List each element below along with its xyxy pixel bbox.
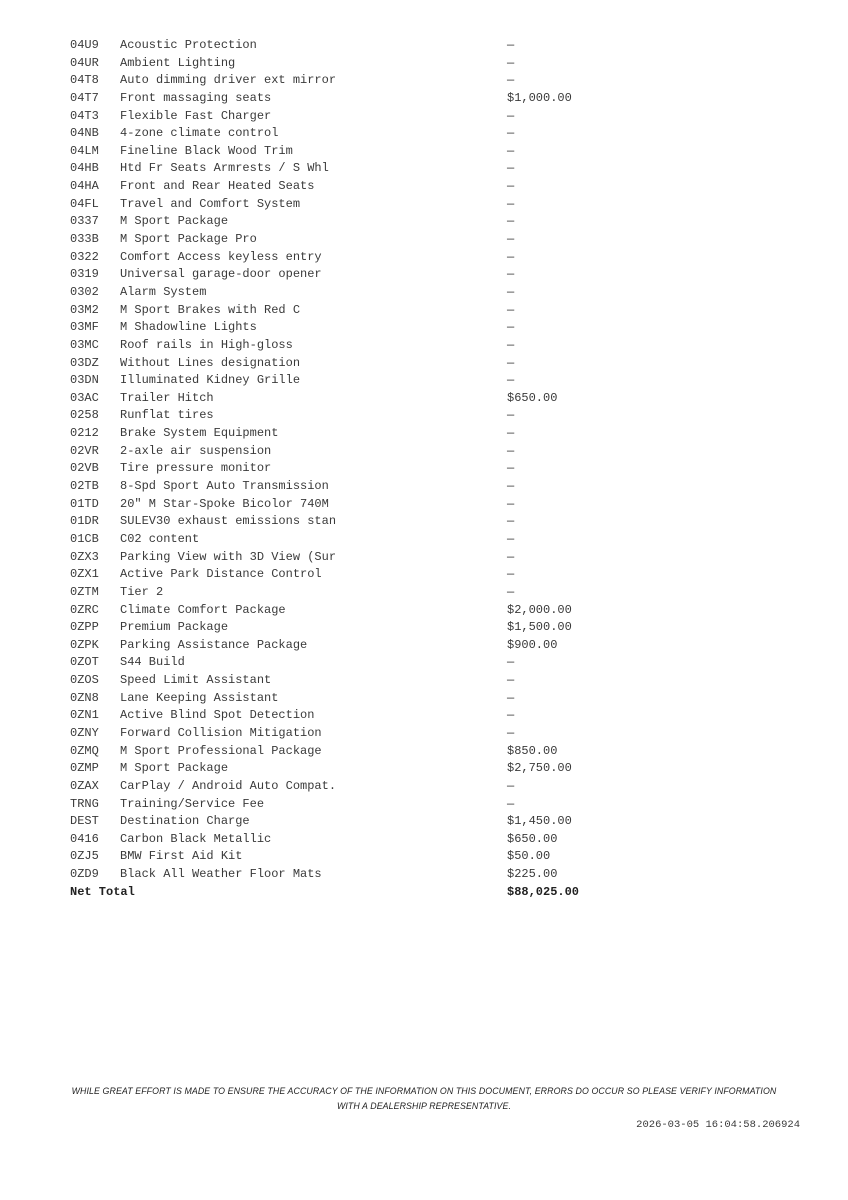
option-price: $1,500.00 [507, 620, 572, 635]
option-price: — [507, 690, 515, 705]
option-description: BMW First Aid Kit [120, 849, 243, 864]
table-row [70, 178, 810, 196]
option-description: M Sport Brakes with Red C [120, 302, 301, 317]
option-price: $900.00 [507, 637, 558, 652]
option-description: S44 Build [120, 655, 185, 670]
option-description: Runflat tires [120, 408, 214, 423]
option-description: Front and Rear Heated Seats [120, 179, 315, 194]
option-code: 01TD [70, 496, 99, 511]
table-row [70, 760, 810, 778]
option-price: — [507, 179, 515, 194]
option-price: — [507, 479, 515, 494]
option-description: Without Lines designation [120, 355, 301, 370]
option-price: — [507, 426, 515, 441]
option-description: Front massaging seats [120, 90, 272, 105]
option-price: — [507, 267, 515, 282]
option-code: 04NB [70, 126, 99, 141]
net-total-row [70, 884, 810, 902]
table-row [70, 460, 810, 478]
option-price: — [507, 531, 515, 546]
option-price: — [507, 584, 515, 599]
option-description: Brake System Equipment [120, 426, 279, 441]
table-row [70, 143, 810, 161]
option-code: 0ZJ5 [70, 849, 99, 864]
option-description: M Sport Package [120, 214, 229, 229]
option-code: 04U9 [70, 38, 99, 52]
option-price: $2,000.00 [507, 602, 572, 617]
option-price: — [507, 725, 515, 740]
option-price: — [507, 126, 515, 141]
option-code: 03AC [70, 390, 99, 405]
option-code: 03M2 [70, 302, 99, 317]
option-code: 0416 [70, 831, 99, 846]
option-price: $650.00 [507, 831, 558, 846]
options-block [70, 37, 810, 901]
option-description: M Sport Package Pro [120, 232, 257, 247]
option-code: 0258 [70, 408, 99, 423]
option-description: 8-Spd Sport Auto Transmission [120, 479, 329, 494]
table-row [70, 390, 810, 408]
table-row [70, 196, 810, 214]
option-price: — [507, 796, 515, 811]
table-row [70, 231, 810, 249]
option-description: Climate Comfort Package [120, 602, 286, 617]
option-description: Parking View with 3D View (Sur [120, 549, 337, 564]
option-code: 033B [70, 232, 99, 247]
option-description: Parking Assistance Package [120, 637, 308, 652]
option-code: 04UR [70, 55, 99, 70]
option-price: $1,450.00 [507, 814, 572, 829]
option-description: Alarm System [120, 284, 207, 299]
option-price: $650.00 [507, 390, 558, 405]
option-price: — [507, 673, 515, 688]
option-description: M Sport Professional Package [120, 743, 322, 758]
option-description: M Shadowline Lights [120, 320, 257, 335]
option-code: 0ZNY [70, 725, 99, 740]
option-price: — [507, 161, 515, 176]
option-description: 4-zone climate control [120, 126, 279, 141]
table-row [70, 302, 810, 320]
table-row [70, 637, 810, 655]
table-row [70, 549, 810, 567]
option-code: 0ZPK [70, 637, 99, 652]
options-list [70, 37, 810, 884]
option-description: Active Park Distance Control [120, 567, 322, 582]
table-row [70, 160, 810, 178]
option-description: Trailer Hitch [120, 390, 214, 405]
option-description: 2-axle air suspension [120, 443, 272, 458]
option-code: 0322 [70, 249, 99, 264]
option-price: — [507, 355, 515, 370]
option-code: 0ZAX [70, 778, 99, 793]
table-row [70, 796, 810, 814]
option-price: — [507, 232, 515, 247]
option-code: 0ZX1 [70, 567, 99, 582]
option-code: 02VR [70, 443, 99, 458]
table-row [70, 355, 810, 373]
option-description: Roof rails in High-gloss [120, 337, 293, 352]
net-total-label: Net Total [70, 884, 135, 899]
option-price: $50.00 [507, 849, 551, 864]
option-description: Forward Collision Mitigation [120, 725, 322, 740]
table-row [70, 566, 810, 584]
table-row [70, 108, 810, 126]
table-row [70, 848, 810, 866]
option-price: — [507, 549, 515, 564]
option-price: — [507, 443, 515, 458]
option-price: — [507, 108, 515, 123]
option-description: Illuminated Kidney Grille [120, 373, 301, 388]
option-price: — [507, 373, 515, 388]
option-code: 0ZOS [70, 673, 99, 688]
option-price: $850.00 [507, 743, 558, 758]
option-price: — [507, 778, 515, 793]
option-description: Premium Package [120, 620, 229, 635]
option-description: Tier 2 [120, 584, 164, 599]
table-row [70, 672, 810, 690]
table-row [70, 478, 810, 496]
option-price: — [507, 408, 515, 423]
option-description: Auto dimming driver ext mirror [120, 73, 337, 88]
option-price: — [507, 567, 515, 582]
option-code: 0ZN8 [70, 690, 99, 705]
table-row [70, 213, 810, 231]
option-price: — [507, 196, 515, 211]
option-price: $2,750.00 [507, 761, 572, 776]
option-price: — [507, 708, 515, 723]
table-row [70, 690, 810, 708]
option-description: Black All Weather Floor Mats [120, 867, 322, 882]
option-description: Carbon Black Metallic [120, 831, 272, 846]
footer-timestamp: 2026-03-05 16:04:58.206924 [636, 1119, 800, 1131]
table-row [70, 266, 810, 284]
option-description: Lane Keeping Assistant [120, 690, 279, 705]
table-row [70, 813, 810, 831]
option-code: 0ZMQ [70, 743, 99, 758]
option-description: C02 content [120, 531, 200, 546]
table-row [70, 531, 810, 549]
option-price: — [507, 496, 515, 511]
option-description: 20" M Star-Spoke Bicolor 740M [120, 496, 329, 511]
table-row [70, 619, 810, 637]
option-code: 0ZOT [70, 655, 99, 670]
table-row [70, 72, 810, 90]
option-code: 0ZX3 [70, 549, 99, 564]
table-row [70, 319, 810, 337]
option-code: 0ZRC [70, 602, 99, 617]
table-row [70, 425, 810, 443]
option-price: — [507, 302, 515, 317]
table-row [70, 249, 810, 267]
table-row [70, 55, 810, 73]
option-code: 01DR [70, 514, 99, 529]
table-row [70, 707, 810, 725]
option-code: 01CB [70, 531, 99, 546]
option-price: — [507, 337, 515, 352]
option-code: 04HB [70, 161, 99, 176]
option-price: — [507, 73, 515, 88]
option-description: Active Blind Spot Detection [120, 708, 315, 723]
option-price: $1,000.00 [507, 90, 572, 105]
option-code: 0319 [70, 267, 99, 282]
option-code: 0302 [70, 284, 99, 299]
footer-disclaimer: WHILE GREAT EFFORT IS MADE TO ENSURE THE ACCURACY OF THE INFORMATION ON THIS DOCUMENT, ERRORS DO OCCUR SO PLEASE VERIFY INFORMATION WITH A DEALERSHIP REPRESENTATIVE. [71, 1086, 777, 1111]
option-price: — [507, 320, 515, 335]
option-price: — [507, 655, 515, 670]
option-code: 03DN [70, 373, 99, 388]
option-price: — [507, 214, 515, 229]
table-row [70, 725, 810, 743]
option-description: Flexible Fast Charger [120, 108, 272, 123]
table-row [70, 654, 810, 672]
option-code: 0ZTM [70, 584, 99, 599]
table-row [70, 584, 810, 602]
option-price: — [507, 38, 515, 52]
option-price: — [507, 55, 515, 70]
option-price: — [507, 514, 515, 529]
option-price: — [507, 284, 515, 299]
option-description: Tire pressure monitor [120, 461, 272, 476]
option-description: Htd Fr Seats Armrests / S Whl [120, 161, 329, 176]
option-description: Speed Limit Assistant [120, 673, 272, 688]
table-row [70, 778, 810, 796]
option-price: — [507, 249, 515, 264]
option-code: 04FL [70, 196, 99, 211]
table-row [70, 866, 810, 884]
option-code: 0212 [70, 426, 99, 441]
option-code: 04LM [70, 143, 99, 158]
option-code: 0ZN1 [70, 708, 99, 723]
option-price: $225.00 [507, 867, 558, 882]
option-code: TRNG [70, 796, 99, 811]
table-row [70, 125, 810, 143]
table-row [70, 513, 810, 531]
option-code: 04T7 [70, 90, 99, 105]
table-row [70, 337, 810, 355]
table-row [70, 831, 810, 849]
table-row [70, 743, 810, 761]
option-description: Fineline Black Wood Trim [120, 143, 293, 158]
option-description: CarPlay / Android Auto Compat. [120, 778, 337, 793]
option-price: — [507, 461, 515, 476]
table-row [70, 602, 810, 620]
option-description: Destination Charge [120, 814, 250, 829]
option-description: Acoustic Protection [120, 38, 257, 52]
table-row [70, 372, 810, 390]
table-row [70, 443, 810, 461]
table-row [70, 496, 810, 514]
option-code: 04T3 [70, 108, 99, 123]
option-code: 02TB [70, 479, 99, 494]
option-description: Ambient Lighting [120, 55, 236, 70]
option-code: 0ZD9 [70, 867, 99, 882]
table-row [70, 90, 810, 108]
option-description: Training/Service Fee [120, 796, 265, 811]
table-row [70, 37, 810, 55]
option-code: DEST [70, 814, 99, 829]
option-code: 03MC [70, 337, 99, 352]
option-code: 02VB [70, 461, 99, 476]
option-code: 04T8 [70, 73, 99, 88]
option-description: SULEV30 exhaust emissions stan [120, 514, 337, 529]
option-code: 0ZMP [70, 761, 99, 776]
option-description: Travel and Comfort System [120, 196, 301, 211]
option-description: Universal garage-door opener [120, 267, 322, 282]
option-code: 0337 [70, 214, 99, 229]
table-row [70, 284, 810, 302]
option-code: 03DZ [70, 355, 99, 370]
net-total-amount: $88,025.00 [507, 884, 580, 899]
table-row [70, 407, 810, 425]
option-price: — [507, 143, 515, 158]
option-code: 04HA [70, 179, 99, 194]
option-description: M Sport Package [120, 761, 229, 776]
option-description: Comfort Access keyless entry [120, 249, 322, 264]
option-code: 0ZPP [70, 620, 99, 635]
option-code: 03MF [70, 320, 99, 335]
